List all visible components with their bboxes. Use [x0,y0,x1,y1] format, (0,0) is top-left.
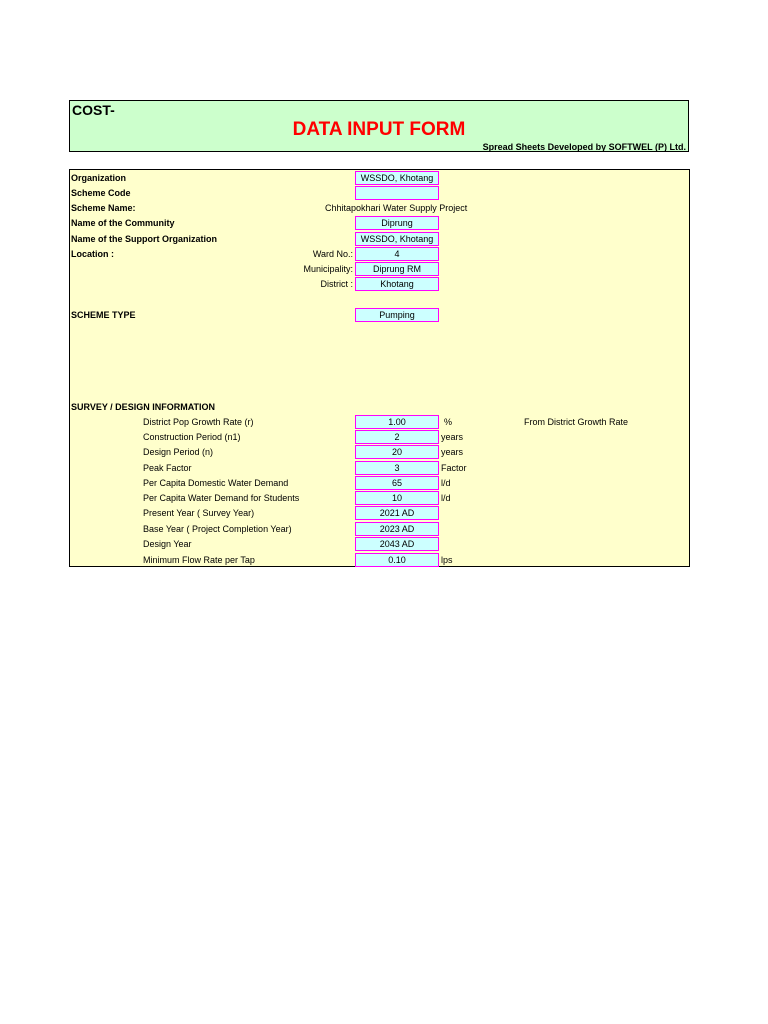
design-year-field[interactable]: 2043 AD [355,537,439,551]
location-label: Location : [71,249,114,259]
construction-period-field[interactable]: 2 [355,430,439,444]
survey-row-unit: l/d [441,478,451,488]
survey-row-unit: % [444,417,453,427]
organization-label: Organization [71,173,127,183]
scheme-name-label: Scheme Name: [71,203,136,213]
survey-row-label: Base Year ( Project Completion Year) [143,524,292,534]
municipality-label: Municipality: [303,264,353,274]
scheme-type-label: SCHEME TYPE [71,310,136,320]
survey-heading: SURVEY / DESIGN INFORMATION [71,402,216,412]
survey-row-label: Per Capita Water Demand for Students [143,493,300,503]
support-org-field[interactable]: WSSDO, Khotang [355,232,439,246]
support-org-label: Name of the Support Organization [71,234,218,244]
survey-row-label: Present Year ( Survey Year) [143,508,255,518]
survey-row-unit: years [441,447,464,457]
developer-credit: Spread Sheets Developed by SOFTWEL (P) Ltd. [482,142,686,152]
student-demand-field[interactable]: 10 [355,491,439,505]
survey-row-unit: years [441,432,464,442]
survey-row-label: Design Year [143,539,192,549]
survey-row-label: Minimum Flow Rate per Tap [143,555,255,565]
survey-row-label: Design Period (n) [143,447,214,457]
peak-factor-field[interactable]: 3 [355,461,439,475]
cost-label: COST- [72,102,115,118]
growth-rate-field[interactable]: 1.00 [355,415,439,429]
ward-label: Ward No.: [312,249,353,259]
min-flow-rate-field[interactable]: 0.10 [355,553,439,567]
survey-row-label: Peak Factor [143,463,192,473]
municipality-field[interactable]: Diprung RM [355,262,439,276]
district-field[interactable]: Khotang [355,277,439,291]
district-label: District : [320,279,353,289]
survey-row-label: District Pop Growth Rate (r) [143,417,254,427]
survey-row-label: Per Capita Domestic Water Demand [143,478,289,488]
base-year-field[interactable]: 2023 AD [355,522,439,536]
scheme-code-label: Scheme Code [71,188,131,198]
survey-row-unit: lps [441,555,453,565]
design-period-field[interactable]: 20 [355,445,439,459]
data-input-form [69,169,690,567]
scheme-code-field[interactable] [355,186,439,200]
domestic-demand-field[interactable]: 65 [355,476,439,490]
community-field[interactable]: Diprung [355,216,439,230]
survey-row-unit: Factor [441,463,467,473]
scheme-name-field[interactable]: Chhitapokhari Water Supply Project [325,203,468,213]
form-title: DATA INPUT FORM [292,119,466,140]
organization-field[interactable]: WSSDO, Khotang [355,171,439,185]
ward-field[interactable]: 4 [355,247,439,261]
scheme-type-field[interactable]: Pumping [355,308,439,322]
survey-row-note: From District Growth Rate [524,417,629,427]
survey-row-unit: l/d [441,493,451,503]
survey-row-label: Construction Period (n1) [143,432,241,442]
community-label: Name of the Community [71,218,175,228]
form-header [69,100,689,152]
present-year-field[interactable]: 2021 AD [355,506,439,520]
